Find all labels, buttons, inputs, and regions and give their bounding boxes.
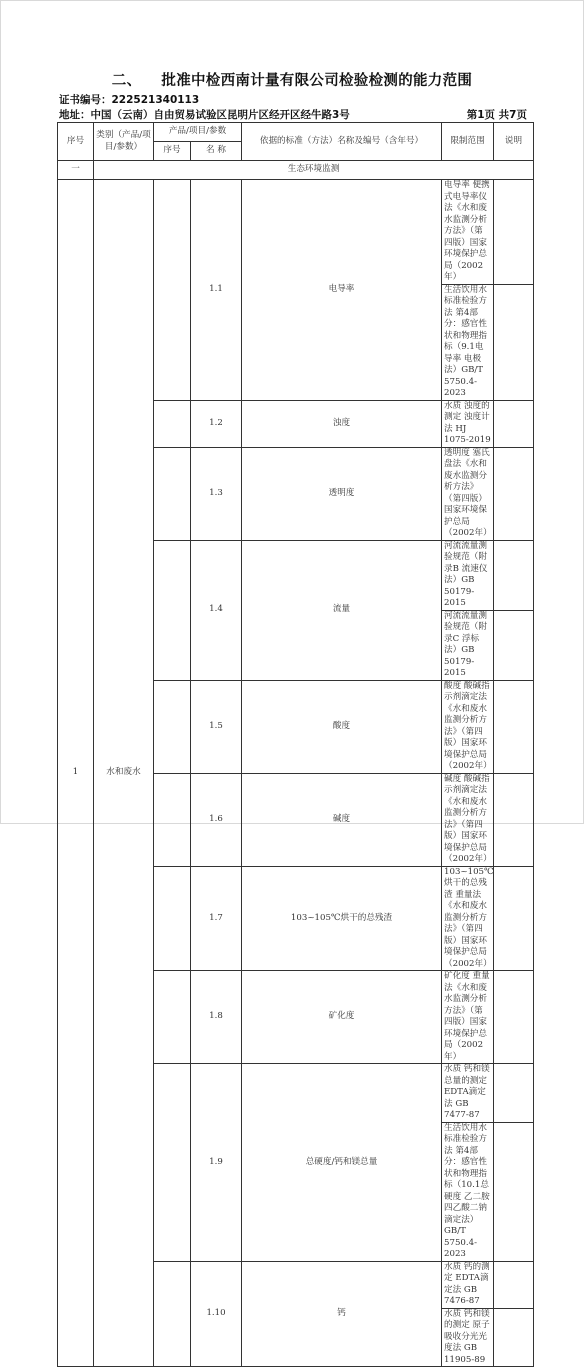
item-blank xyxy=(154,1261,191,1367)
item-number: 1.8 xyxy=(191,971,242,1064)
standard-text: 电导率 便携式电导率仪法《水和废水监测分析方法》（第四版）国家环境保护总局（2002年） xyxy=(442,180,494,285)
limit-cell xyxy=(494,680,534,773)
certificate-number: 证书编号：222521340113 xyxy=(59,94,200,106)
item-number: 1.6 xyxy=(191,773,242,866)
header-product-group: 产品/项目/参数 xyxy=(154,123,242,142)
item-blank xyxy=(154,1064,191,1262)
address-line xyxy=(59,107,527,122)
item-name: 电导率 xyxy=(242,180,442,401)
item-blank xyxy=(154,971,191,1064)
item-blank xyxy=(154,180,191,401)
limit-cell xyxy=(494,284,534,400)
standard-text: 生活饮用水标准检验方法 第4部分：感官性状和物理指标（9.1电导率 电极法）GB/T 5750.4-2023 xyxy=(442,284,494,400)
limit-cell xyxy=(494,1308,534,1367)
standard-text: 水质 浊度的测定 浊度计法 HJ 1075-2019 xyxy=(442,400,494,447)
address-text: 地址：中国（云南）自由贸易试验区昆明片区经开区经牛路3号 xyxy=(59,109,350,121)
section-number: 二、 xyxy=(111,73,142,89)
header-sub-seq: 序号 xyxy=(154,142,191,161)
limit-cell xyxy=(494,610,534,680)
standard-text: 透明度 塞氏盘法《水和废水监测分析方法》（第四版）国家环境保护总局（2002年） xyxy=(442,447,494,540)
item-name: 酸度 xyxy=(242,680,442,773)
standard-text: 河流流量测验规范（附录C 浮标法）GB 50179-2015 xyxy=(442,610,494,680)
item-blank xyxy=(154,400,191,447)
table-row xyxy=(58,180,534,285)
header-seq: 序号 xyxy=(58,123,94,161)
limit-cell xyxy=(494,1064,534,1123)
section-seq: 一 xyxy=(58,161,94,180)
item-name: 钙 xyxy=(242,1261,442,1367)
item-name: 透明度 xyxy=(242,447,442,540)
table-header-row xyxy=(58,123,534,142)
item-name: 矿化度 xyxy=(242,971,442,1064)
item-number: 1.5 xyxy=(191,680,242,773)
header-limit: 限制范围 xyxy=(442,123,494,161)
item-blank xyxy=(154,680,191,773)
header-name: 名 称 xyxy=(191,142,242,161)
limit-cell xyxy=(494,400,534,447)
item-name: 碱度 xyxy=(242,773,442,866)
item-blank xyxy=(154,540,191,680)
limit-cell xyxy=(494,180,534,285)
standard-text: 生活饮用水标准检验方法 第4部分：感官性状和物理指标（10.1总硬度 乙二胺四乙酸二钠滴定法）GB/T 5750.4-2023 xyxy=(442,1122,494,1261)
standard-text: 103~105℃烘干的总残渣 重量法《水和废水监测分析方法》（第四版）国家环境保护总局（2002年） xyxy=(442,866,494,971)
header-note: 说明 xyxy=(494,123,534,161)
item-name: 流量 xyxy=(242,540,442,680)
item-number: 1.9 xyxy=(191,1064,242,1262)
title-text: 批准中检西南计量有限公司检验检测的能力范围 xyxy=(161,73,473,89)
standard-text: 水质 钙的测定 EDTA滴定法 GB 7476-87 xyxy=(442,1261,494,1308)
standard-text: 河流流量测验规范（附录B 流速仪法）GB 50179-2015 xyxy=(442,540,494,610)
item-name: 总硬度/钙和镁总量 xyxy=(242,1064,442,1262)
standard-text: 酸度 酸碱指示剂滴定法《水和废水监测分析方法》（第四版）国家环境保护总局（2002年） xyxy=(442,680,494,773)
item-blank xyxy=(154,866,191,971)
standard-text: 碱度 酸碱指示剂滴定法《水和废水监测分析方法》（第四版）国家环境保护总局（2002年） xyxy=(442,773,494,866)
page-title xyxy=(1,69,583,90)
group-category: 水和废水 xyxy=(94,180,154,1367)
header-standard: 依据的标准（方法）名称及编号（含年号） xyxy=(242,123,442,161)
page-number: 第1页 共7页 xyxy=(466,109,527,121)
item-number: 1.10 xyxy=(191,1261,242,1367)
standard-text: 水质 钙和镁的测定 原子吸收分光光度法 GB 11905-89 xyxy=(442,1308,494,1367)
section-label: 生态环境监测 xyxy=(94,161,534,180)
header-category: 类别（产品/项目/参数） xyxy=(94,123,154,161)
item-name: 103~105℃烘干的总残渣 xyxy=(242,866,442,971)
item-blank xyxy=(154,447,191,540)
limit-cell xyxy=(494,447,534,540)
limit-cell xyxy=(494,773,534,866)
limit-cell xyxy=(494,866,534,971)
standard-text: 水质 钙和镁总量的测定 EDTA滴定法 GB 7477-87 xyxy=(442,1064,494,1123)
limit-cell xyxy=(494,971,534,1064)
section-row xyxy=(58,161,534,180)
item-number: 1.2 xyxy=(191,400,242,447)
item-number: 1.4 xyxy=(191,540,242,680)
limit-cell xyxy=(494,1261,534,1308)
item-number: 1.3 xyxy=(191,447,242,540)
standard-text: 矿化度 重量法《水和废水监测分析方法》（第四版）国家环境保护总局（2002年） xyxy=(442,971,494,1064)
item-number: 1.1 xyxy=(191,180,242,401)
limit-cell xyxy=(494,1122,534,1261)
limit-cell xyxy=(494,540,534,610)
item-blank xyxy=(154,773,191,866)
item-number: 1.7 xyxy=(191,866,242,971)
capability-table xyxy=(57,122,534,1367)
item-name: 浊度 xyxy=(242,400,442,447)
group-seq: 1 xyxy=(58,180,94,1367)
